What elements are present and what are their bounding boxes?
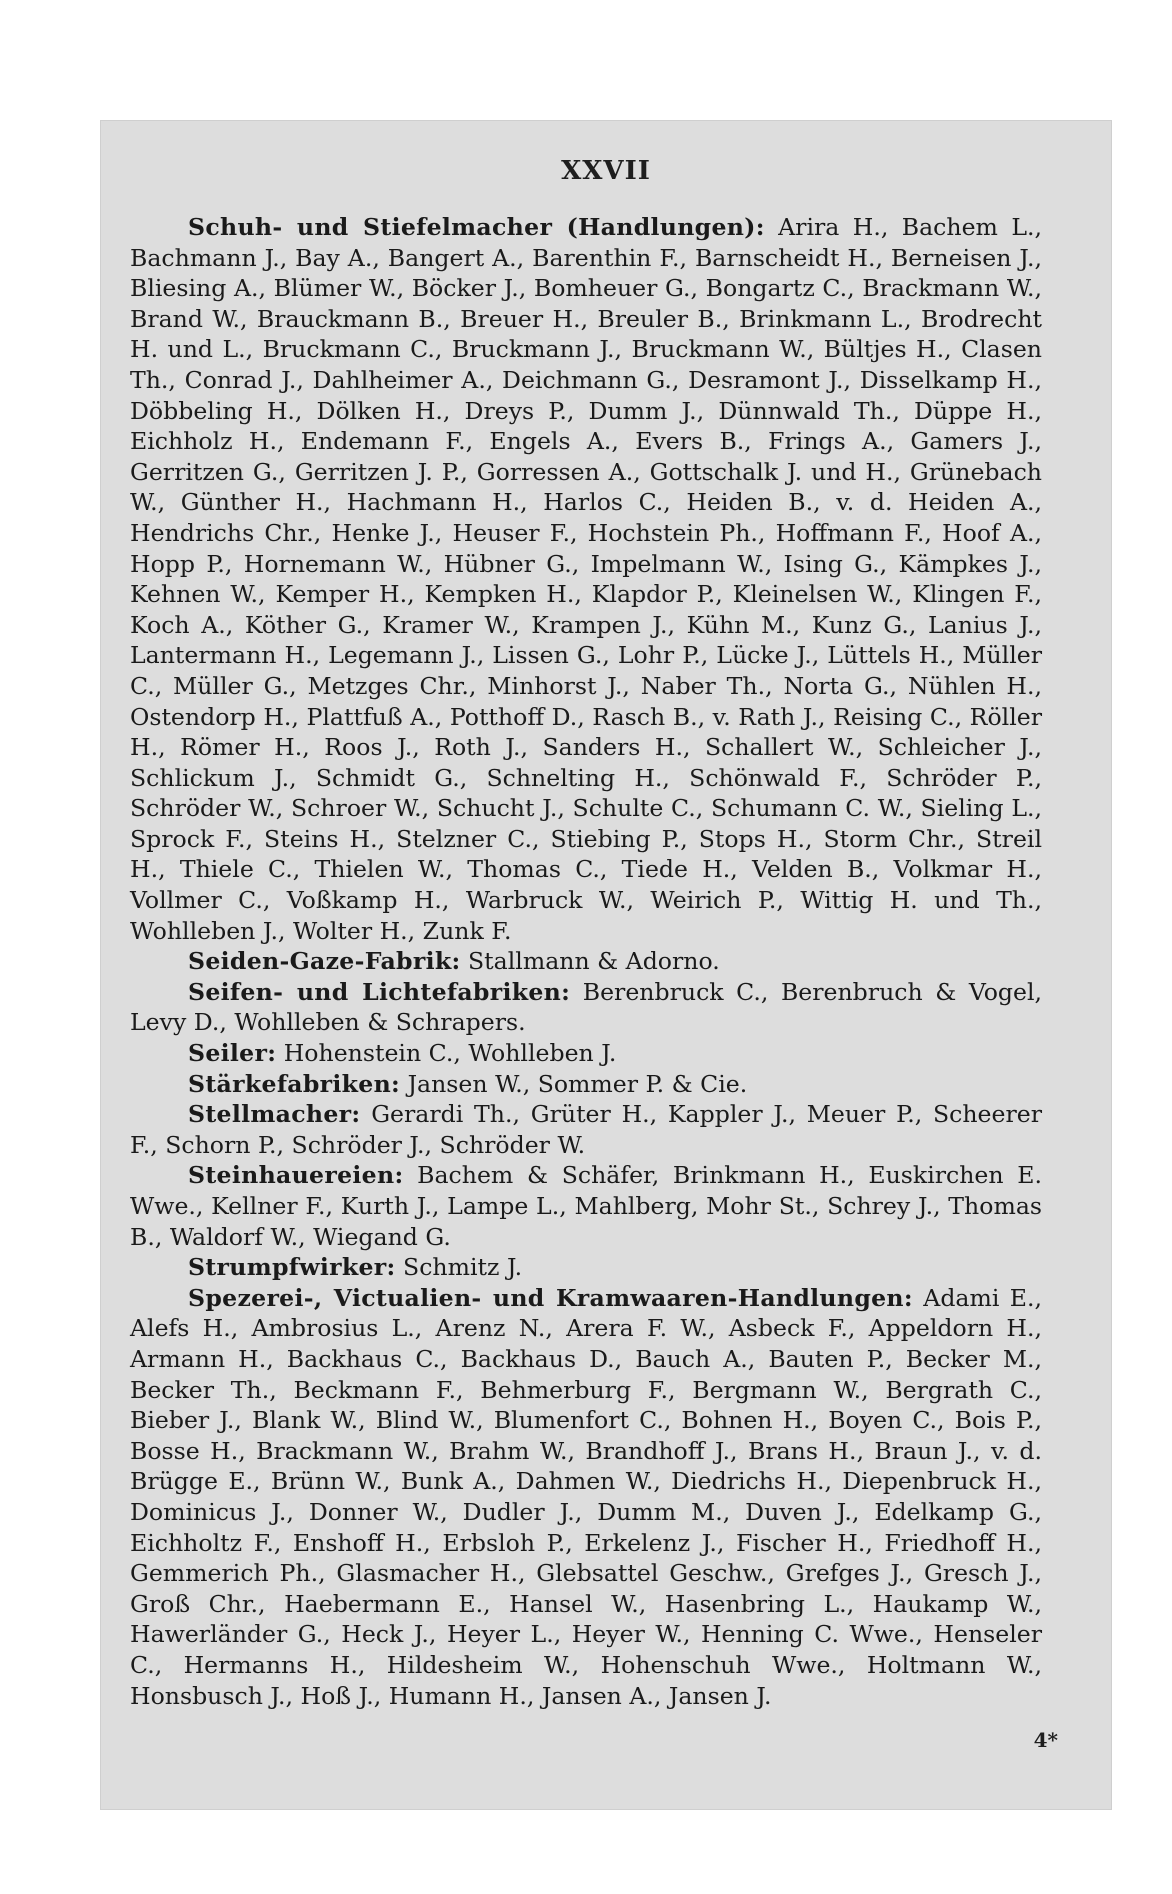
entry-names: Stallmann & Adorno. [468,947,720,976]
page-number: XXVII [561,156,651,186]
entry-names: Adami E., Alefs H., Ambrosius L., Arenz N., Arera F. W., Asbeck F., Appeldorn H., Armann H., Backhaus C., Backhaus D., Bauch A., Bauten P., Becker M., Becker Th., Beckmann F., Behmerburg F., Bergmann W., Bergrath C., Bieber J., Blank W., Blind W., Blumenfort C., Bohnen H., Boyen C., Bois P., Bosse H., Brackmann W., Brahm W., Brandhoff J., Brans H., Braun J., v. d. Brügge E., Brünn W., Bunk A., Dahmen W., Diedrichs H., Diepenbruck H., Dominicus J., Donner W., Dudler J., Dumm M., Duven J., Edelkamp G., Eichholtz F., Enshoff H., Erbsloh P., Erkelenz J., Fischer H., Friedhoff H., Gemmerich Ph., Glasmacher H., Glebsattel Geschw., Grefges J., Gresch J., Groß Chr., Haebermann E., Hansel W., Hasenbring L., Haukamp W., Hawerländer G., Heck J., Heyer L., Heyer W., Henning C. Wwe., Henseler C., Hermanns H., Hildesheim W., Hohenschuh Wwe., Holtmann W., Honsbusch J., Hoß J., Humann H., Jansen A., Jansen J. [130,1283,1042,1710]
directory-listing [130,212,1042,1711]
entry-names: Schmitz J. [403,1253,523,1282]
category-label: Schuh- und Stiefelmacher (Handlungen): [188,213,765,241]
category-label: Stellmacher: [188,1100,361,1129]
entry-names: Gerardi Th., Grüter H., Kappler J., Meuer P., Scheerer F., Schorn P., Schröder J., Schröder W. [130,1100,1042,1159]
entry-names: Arira H., Bachem L., Bachmann J., Bay A., Bangert A., Barenthin F., Barnscheidt H., Berneisen J., Bliesing A., Blümer W., Böcker J., Bomheuer G., Bongartz C., Brackmann W., Brand W., Brauckmann B., Breuer H., Breuler B., Brinkmann L., Brodrecht H. und L., Bruckmann C., Bruckmann J., Bruckmann W., Bültjes H., Clasen Th., Conrad J., Dahlheimer A., Deichmann G., Desramont J., Disselkamp H., Döbbeling H., Dölken H., Dreys P., Dumm J., Dünnwald Th., Düppe H., Eichholz H., Endemann F., Engels A., Evers B., Frings A., Gamers J., Gerritzen G., Gerritzen J. P., Gorressen A., Gottschalk J. und H., Grünebach W., Günther H., Hachmann H., Harlos C., Heiden B., v. d. Heiden A., Hendrichs Chr., Henke J., Heuser F., Hochstein Ph., Hoffmann F., Hoof A., Hopp P., Hornemann W., Hübner G., Impelmann W., Ising G., Kämpkes J., Kehnen W., Kemper H., Kempken H., Klapdor P., Kleinelsen W., Klingen F., Koch A., Köther G., Kramer W., Krampen J., Kühn M., Kunz G., Lanius J., Lantermann H., Legemann J., Lissen G., Lohr P., Lücke J., Lüttels H., Müller C., Müller G., Metzges Chr., Minhorst J., Naber Th., Norta G., Nühlen H., Ostendorp H., Plattfuß A., Potthoff D., Rasch B., v. Rath J., Reising C., Röller H., Römer H., Roos J., Roth J., Sanders H., Schallert W., Schleicher J., Schlickum J., Schmidt G., Schnelting H., Schönwald F., Schröder P., Schröder W., Schroer W., Schucht J., Schulte C., Schumann C. W., Sieling L., Sprock F., Steins H., Stelzner C., Stiebing P., Stops H., Storm Chr., Streil H., Thiele C., Thielen W., Thomas C., Tiede H., Velden B., Volkmar H., Vollmer C., Voßkamp H., Warbruck W., Weirich P., Wittig H. und Th., Wohlleben J., Wolter H., Zunk F. [130,213,1042,945]
category-label: Seiden-Gaze-Fabrik: [188,947,461,976]
entry-spezerei-handlungen [130,1283,1042,1711]
category-label: Spezerei-, Victualien- und Kramwaaren-Handlungen: [188,1283,913,1312]
entry-names: Berenbruck C., Berenbruch & Vogel, Levy D., Wohlleben & Schrapers. [130,977,1043,1037]
entry-staerkefabriken [130,1069,1042,1100]
entry-names: Hohenstein C., Wohlleben J. [283,1039,617,1068]
category-label: Seiler: [188,1039,277,1068]
entry-seiden-gaze-fabrik [130,946,1042,977]
entry-strumpfwirker [130,1252,1042,1283]
entry-seifen-lichtefabriken [130,977,1042,1038]
entry-steinhauereien [130,1160,1042,1252]
entry-schuhmacher [130,212,1042,946]
category-label: Seifen- und Lichtefabriken: [188,977,571,1006]
signature-mark: 4* [1033,1728,1058,1752]
category-label: Stärkefabriken: [188,1069,401,1098]
category-label: Strumpfwirker: [188,1253,396,1282]
category-label: Steinhauereien: [188,1161,404,1190]
entry-stellmacher [130,1099,1042,1160]
entry-seiler [130,1038,1042,1069]
entry-names: Jansen W., Sommer P. & Cie. [407,1069,748,1098]
document-page [100,120,1112,1810]
entry-names: Bachem & Schäfer, Brinkmann H., Euskirchen E. Wwe., Kellner F., Kurth J., Lampe L., Mahlberg, Mohr St., Schrey J., Thomas B., Waldorf W., Wiegand G. [130,1161,1043,1251]
